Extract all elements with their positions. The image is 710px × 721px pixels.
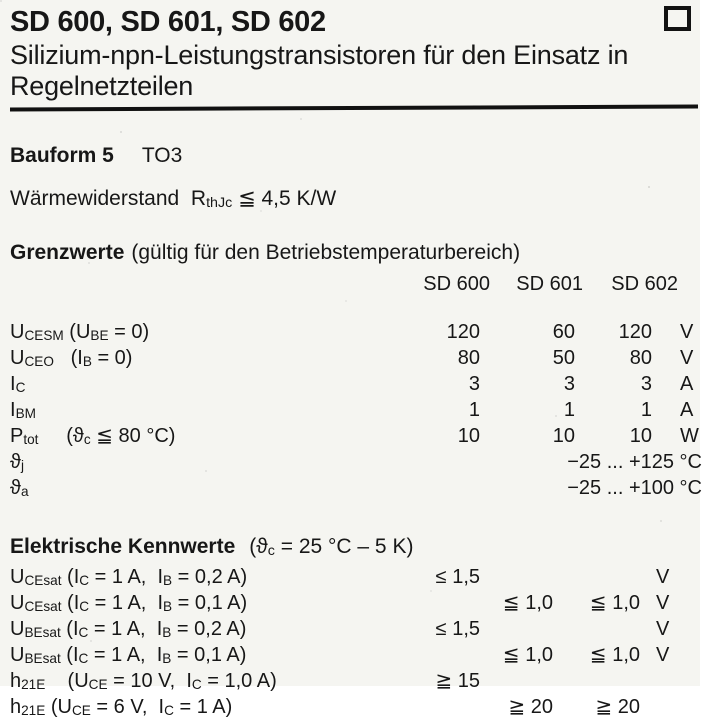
row-value: ≦ 1,0 [589,592,640,614]
thermal-resistance-line [10,186,692,214]
characteristics-heading-note [249,535,413,558]
text-segment: = 0,1 A) [171,644,247,666]
row-label [10,617,408,643]
text-segment: I [10,373,16,395]
page-title: SD 600, SD 601, SD 602 [10,6,326,38]
row-value [480,669,575,695]
text-segment: = 1 A) [173,696,233,718]
page-subtitle: Silizium-npn-Leistungstransistoren für den Einsatz in Regelnetzteilen [10,40,629,101]
limits-heading-bold: Grenzwerte [10,241,125,264]
row-label [10,643,408,669]
column-header-spacer [10,272,408,296]
row-value: 3 [640,373,652,395]
row-unit: W [680,425,699,447]
row-unit: V [656,644,670,666]
row-label [10,424,408,450]
subscript-text: CEO [24,354,54,369]
row-value: 3 [468,373,480,395]
header-row-gap [10,296,710,320]
row-value: ≦ 1,0 [589,644,640,666]
text-segment: U [10,592,25,614]
column-header-sd601: SD 601 [516,273,583,295]
row-value: 10 [629,425,652,447]
subscript-text: j [20,458,24,473]
text-segment: (U [45,670,89,692]
row-unit: A [680,399,694,421]
text-segment: = 1 A, I [88,618,163,640]
characteristics-section-heading [10,534,692,562]
text-segment: h [10,696,22,718]
row-unit: V [656,592,670,614]
subscript-text: C [164,703,174,718]
text-segment: (U [45,696,72,718]
row-unit [652,669,710,695]
scan-noise [0,0,2,2]
text-segment: = 0,1 A) [172,592,248,614]
limits-section-heading [10,240,692,266]
row-value [408,643,480,669]
text-segment: Wärmewiderstand R [10,187,207,210]
row-value: ≧ 20 [595,696,640,718]
row-value [575,669,652,695]
text-segment: (ϑ [249,535,268,558]
row-value [575,565,652,591]
column-header-sd600: SD 600 [423,273,490,295]
row-value: ≧ 15 [435,670,480,692]
row-value: ≧ 20 [508,696,553,718]
row-value: 3 [563,373,575,395]
row-label [10,476,408,502]
row-label [10,669,408,695]
row-value: 120 [618,321,652,343]
text-segment: (I [61,566,80,588]
subscript-text: C [15,380,26,395]
row-unit [652,695,710,721]
row-value: 1 [640,399,652,421]
subscript-text: 21E [21,677,46,692]
text-segment: = 0,2 A) [172,566,248,588]
subscript-text: BE [90,328,109,343]
subscript-text: c [267,543,275,559]
subscript-text: B [162,625,172,640]
characteristics-table [10,565,692,721]
text-segment: (I [60,644,79,666]
row-label [10,565,408,591]
text-segment: = 1 A, I [89,566,164,588]
row-label [10,450,408,476]
text-segment: = 0) [108,321,150,343]
square-outline-icon [664,6,691,31]
row-label [10,320,408,346]
text-segment: (I [60,618,79,640]
subscript-text: BM [15,406,36,421]
row-unit: V [680,321,694,343]
row-value: 10 [457,425,480,447]
row-value: 80 [457,347,480,369]
text-segment: (U [63,321,91,343]
subscript-text: c [83,432,91,447]
text-segment: U [10,644,25,666]
text-segment: = 10 V, I [107,670,192,692]
text-segment: ϑ [10,451,21,473]
divider-rule [10,104,698,111]
text-segment: (I [61,592,80,614]
row-value: ≦ 1,0 [502,592,553,614]
text-segment: I [10,399,16,421]
subscript-text: CEsat [24,599,62,614]
text-segment: U [10,566,25,588]
row-value [480,565,575,591]
row-label [10,398,408,424]
limits-table [10,272,702,502]
text-segment: (ϑ [38,425,84,447]
subscript-text: B [163,573,173,588]
text-segment: = 6 V, I [90,696,165,718]
row-unit: V [656,566,670,588]
subscript-text: CEsat [24,573,62,588]
row-value: 50 [552,347,575,369]
row-label [10,346,408,372]
subscript-text: CESM [24,328,64,343]
text-segment: = 0,2 A) [171,618,247,640]
row-value [408,695,480,721]
text-segment: = 0) [91,347,133,369]
row-span-value: −25 ... +100 °C [567,477,702,499]
row-value [575,617,652,643]
subscript-text: BEsat [24,651,61,666]
package-line [10,143,692,169]
subscript-text: B [163,599,173,614]
subscript-text: C [78,651,89,666]
row-value: 1 [468,399,480,421]
text-segment: = 1,0 A) [201,670,277,692]
row-span-value: −25 ... +125 °C [567,451,702,473]
limits-heading-note: (gültig für den Betriebstemperaturbereich) [131,241,521,264]
row-unit: A [680,373,694,395]
subscript-text: 21E [21,703,46,718]
row-unit: V [656,618,670,640]
text-segment: U [10,321,25,343]
package-label: Bauform 5 [10,144,114,167]
row-value: ≤ 1,5 [435,566,480,588]
row-value: ≤ 1,5 [435,618,480,640]
subscript-text: a [20,484,29,499]
row-value: ≦ 1,0 [502,644,553,666]
text-segment: (I [53,347,83,369]
row-unit: V [680,347,694,369]
text-segment: ≦ 4,5 K/W [232,187,337,210]
subscript-text: C [78,625,89,640]
row-value: 80 [629,347,652,369]
subscript-text: CE [88,677,108,692]
text-segment: U [10,347,25,369]
text-segment: = 1 A, I [89,592,164,614]
subscript-text: C [79,573,90,588]
row-value: 1 [563,399,575,421]
row-label [10,695,408,721]
row-label [10,591,408,617]
row-value [408,591,480,617]
characteristics-heading-bold: Elektrische Kennwerte [10,535,236,558]
text-segment: = 1 A, I [88,644,163,666]
row-label [10,372,408,398]
subscript-text: BEsat [24,625,61,640]
column-header-sd602: SD 602 [611,273,678,295]
text-segment: U [10,618,25,640]
subscript-text: tot [23,432,39,447]
subscript-text: C [79,599,90,614]
row-value: 60 [552,321,575,343]
text-segment: P [10,425,24,447]
subscript-text: thJc [206,195,233,211]
subscript-text: C [191,677,202,692]
text-segment: ϑ [10,477,21,499]
text-segment: h [10,670,22,692]
row-value [480,617,575,643]
row-value: 120 [446,321,480,343]
subscript-text: B [82,354,92,369]
subscript-text: B [162,651,172,666]
subscript-text: CE [71,703,91,718]
text-segment: ≦ 80 °C) [90,425,176,447]
row-value: 10 [552,425,575,447]
text-segment: = 25 °C – 5 K) [274,535,414,558]
package-value: TO3 [141,144,183,167]
